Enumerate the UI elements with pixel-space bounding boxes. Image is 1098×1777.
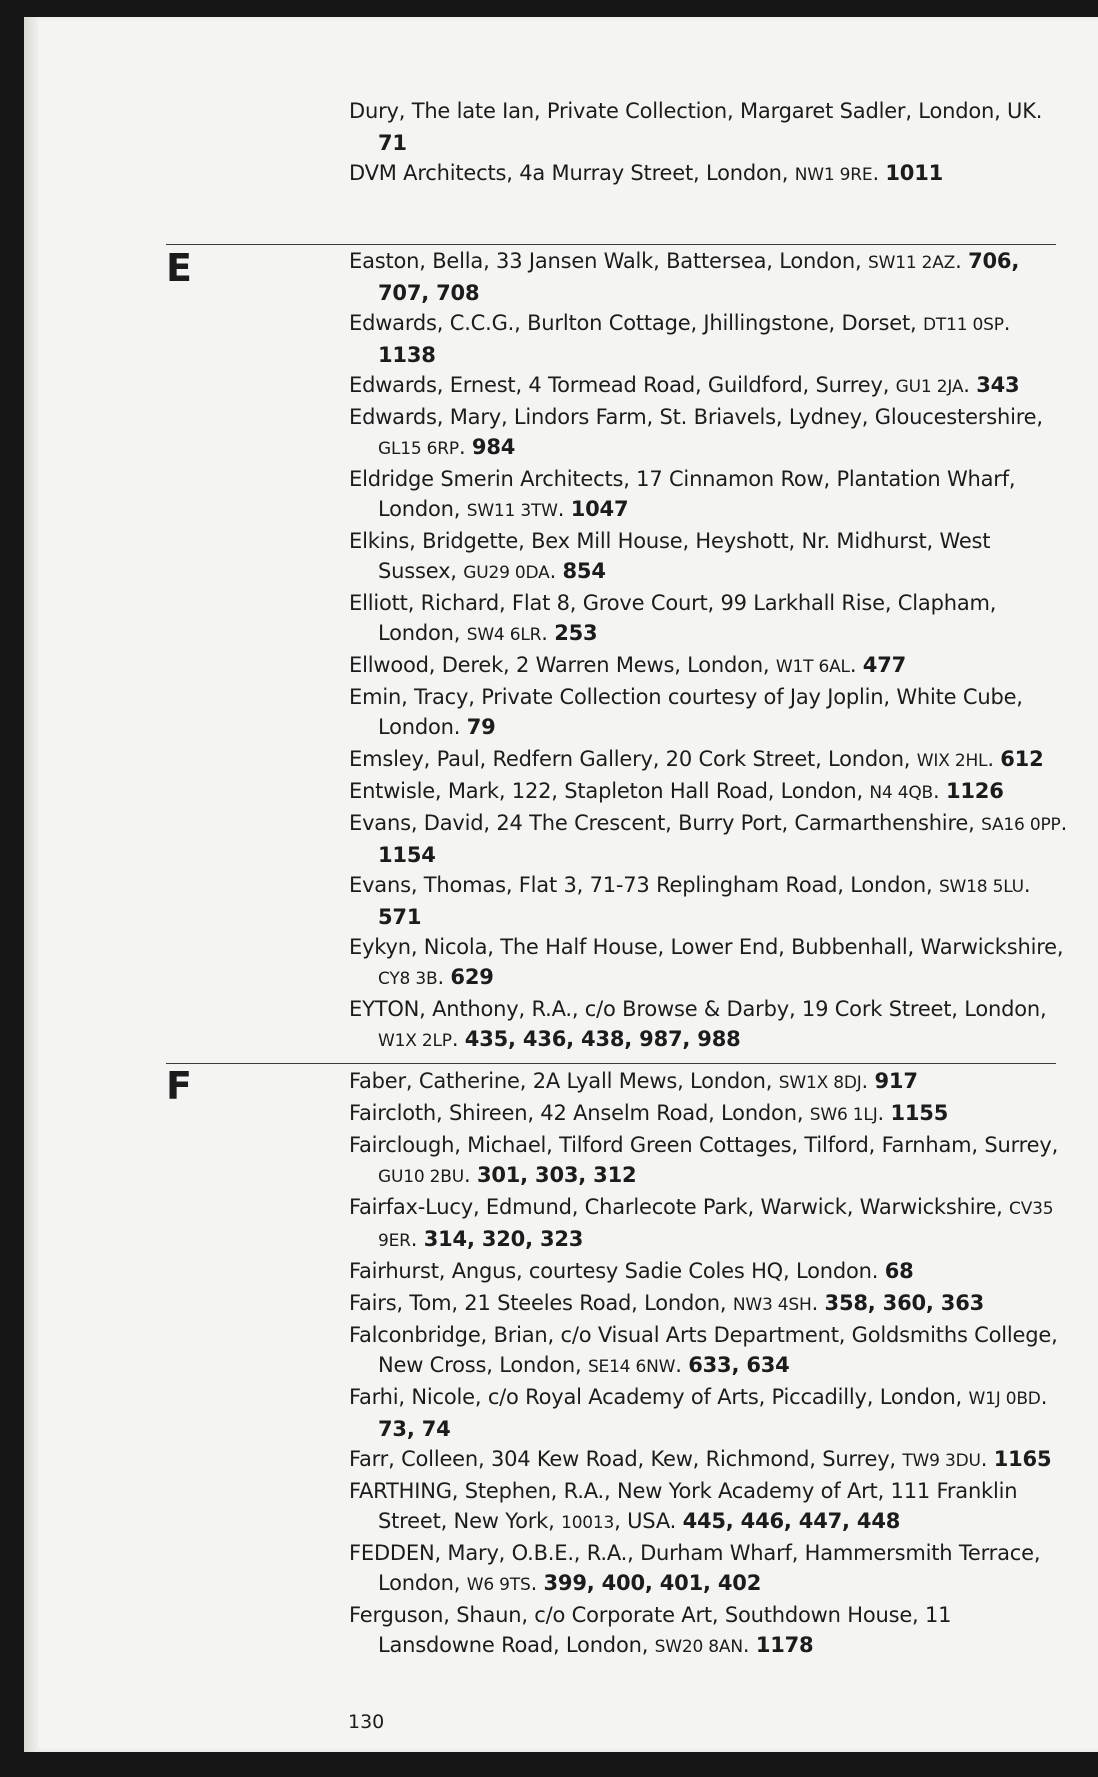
- index-entry: Ferguson, Shaun, c/o Corporate Art, Southdown House, 11 Lansdowne Road, London, SW20 8AN. 1178: [349, 1603, 952, 1657]
- index-entry: Edwards, Mary, Lindors Farm, St. Briavels, Lydney, Gloucestershire, GL15 6RP. 984: [349, 405, 1043, 459]
- index-entry: Elkins, Bridgette, Bex Mill House, Heyshott, Nr. Midhurst, West Sussex, GU29 0DA. 854: [349, 529, 991, 583]
- section-d-entries: [349, 96, 1069, 190]
- index-entry: Entwisle, Mark, 122, Stapleton Hall Road, London, N4 4QB. 1126: [349, 779, 1004, 803]
- index-entry: Falconbridge, Brian, c/o Visual Arts Department, Goldsmiths College, New Cross, London, SE14 6NW. 633, 634: [349, 1323, 1058, 1377]
- section-divider-e: [166, 244, 1056, 245]
- index-entry: Eldridge Smerin Architects, 17 Cinnamon Row, Plantation Wharf, London, SW11 3TW. 1047: [349, 467, 1016, 521]
- page-number: 130: [348, 1711, 385, 1733]
- index-entry: Dury, The late Ian, Private Collection, Margaret Sadler, London, UK. 71: [349, 99, 1043, 155]
- section-divider-f: [166, 1063, 1056, 1064]
- index-entry: Easton, Bella, 33 Jansen Walk, Battersea, London, SW11 2AZ. 706, 707, 708: [349, 249, 1020, 305]
- section-e-entries: [349, 246, 1069, 1056]
- index-entry: Eykyn, Nicola, The Half House, Lower End, Bubbenhall, Warwickshire, CY8 3B. 629: [349, 935, 1064, 989]
- index-entry: Emsley, Paul, Redfern Gallery, 20 Cork Street, London, WIX 2HL. 612: [349, 747, 1044, 771]
- index-entry: FEDDEN, Mary, O.B.E., R.A., Durham Wharf, Hammersmith Terrace, London, W6 9TS. 399, 400, 401, 402: [349, 1541, 1041, 1595]
- index-entry: Emin, Tracy, Private Collection courtesy of Jay Joplin, White Cube, London. 79: [349, 685, 1023, 739]
- index-entry: EYTON, Anthony, R.A., c/o Browse & Darby, 19 Cork Street, London, W1X 2LP. 435, 436, 438, 987, 988: [349, 997, 1047, 1051]
- index-entry: Faircloth, Shireen, 42 Anselm Road, London, SW6 1LJ. 1155: [349, 1101, 949, 1125]
- index-entry: Fairfax-Lucy, Edmund, Charlecote Park, Warwick, Warwickshire, CV35 9ER. 314, 320, 323: [349, 1195, 1054, 1251]
- index-entry: Evans, Thomas, Flat 3, 71-73 Replingham Road, London, SW18 5LU. 571: [349, 873, 1031, 929]
- index-entry: Evans, David, 24 The Crescent, Burry Port, Carmarthenshire, SA16 0PP. 1154: [349, 811, 1068, 867]
- index-entry: Edwards, C.C.G., Burlton Cottage, Jhillingstone, Dorset, DT11 0SP. 1138: [349, 311, 1011, 367]
- index-entry: Farr, Colleen, 304 Kew Road, Kew, Richmond, Surrey, TW9 3DU. 1165: [349, 1447, 1052, 1471]
- index-entry: Fairhurst, Angus, courtesy Sadie Coles HQ, London. 68: [349, 1259, 914, 1283]
- index-entry: FARTHING, Stephen, R.A., New York Academy of Art, 111 Franklin Street, New York, 10013, USA. 445, 446, 447, 448: [349, 1479, 1018, 1533]
- index-entry: Farhi, Nicole, c/o Royal Academy of Arts, Piccadilly, London, W1J 0BD. 73, 74: [349, 1385, 1048, 1441]
- section-letter-f: F: [166, 1064, 192, 1108]
- index-entry: Fairclough, Michael, Tilford Green Cottages, Tilford, Farnham, Surrey, GU10 2BU. 301, 303, 312: [349, 1133, 1059, 1187]
- index-entry: Edwards, Ernest, 4 Tormead Road, Guildford, Surrey, GU1 2JA. 343: [349, 373, 1020, 397]
- index-entry: Faber, Catherine, 2A Lyall Mews, London, SW1X 8DJ. 917: [349, 1069, 918, 1093]
- page-gutter: [24, 17, 38, 1752]
- index-entry: DVM Architects, 4a Murray Street, London, NW1 9RE. 1011: [349, 161, 944, 185]
- index-entry: Ellwood, Derek, 2 Warren Mews, London, W1T 6AL. 477: [349, 653, 907, 677]
- section-letter-e: E: [166, 246, 192, 290]
- index-entry: Elliott, Richard, Flat 8, Grove Court, 99 Larkhall Rise, Clapham, London, SW4 6LR. 253: [349, 591, 997, 645]
- section-f-entries: [349, 1066, 1069, 1662]
- index-entry: Fairs, Tom, 21 Steeles Road, London, NW3 4SH. 358, 360, 363: [349, 1291, 985, 1315]
